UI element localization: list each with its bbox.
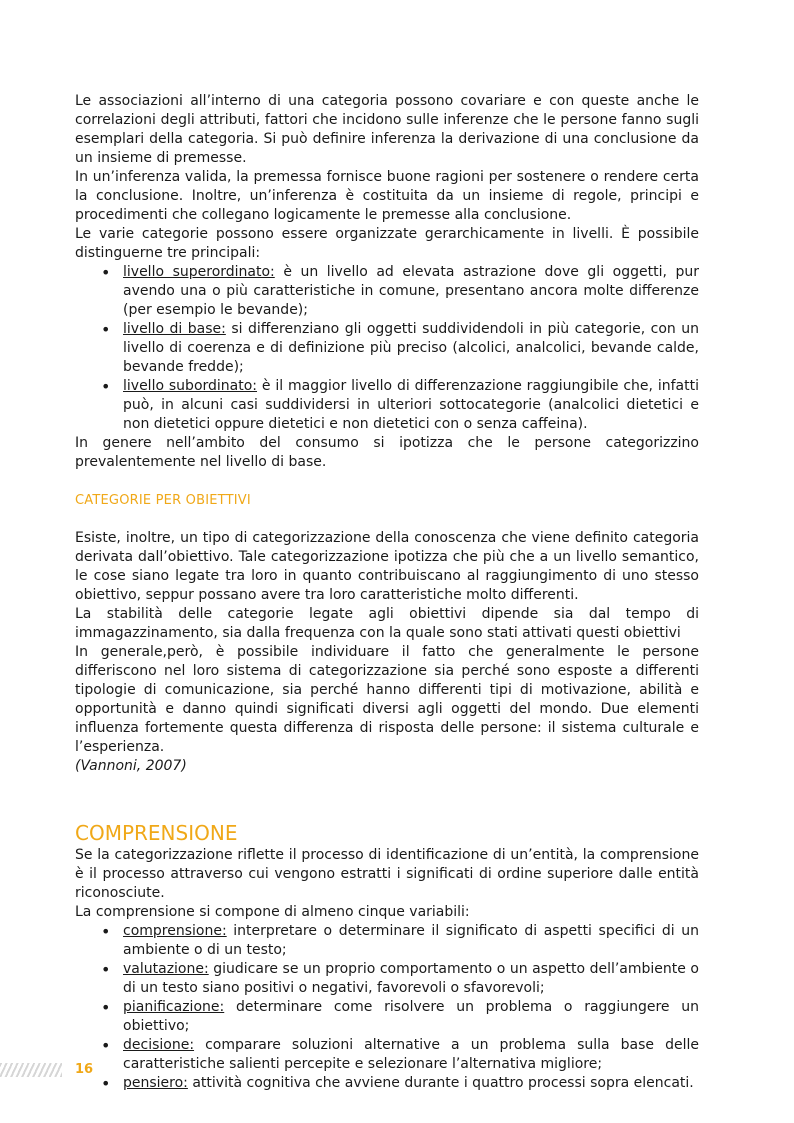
objectives-paragraph-1: Esiste, inoltre, un tipo di categorizzazione della conoscenza che viene definito categoria derivata dall’obiettivo. Tale categorizzazione ipotizza che più che a un livello semantico, le cose siano legate tra loro in quanto contribuiscano al raggiungimento di uno stesso obiettivo, seppur possano avere tra loro caratteristiche molto differenti. xyxy=(75,530,699,603)
levels-list xyxy=(75,263,699,434)
citation: (Vannoni, 2007) xyxy=(75,758,187,774)
variable-text: attività cognitiva che avviene durante i quattro processi sopra elencati. xyxy=(187,1075,694,1091)
level-text: si differenziano gli oggetti suddividendoli in più categorie, con un livello di coerenza e di definizione più preciso (alcolici, analcolici, bevande calde, bevande fredde); xyxy=(123,321,699,375)
variable-term: valutazione: xyxy=(123,961,209,977)
variable-term: pensiero: xyxy=(123,1075,188,1091)
variable-text: giudicare se un proprio comportamento o un aspetto dell’ambiente o di un testo siano positivi o negativi, favorevoli o sfavorevoli; xyxy=(123,961,699,996)
comprehension-paragraph-2: La comprensione si compone di almeno cinque variabili: xyxy=(75,904,470,920)
variable-term: pianificazione: xyxy=(123,999,225,1015)
list-item xyxy=(123,377,699,434)
list-item xyxy=(123,320,699,377)
level-term: livello subordinato: xyxy=(123,378,258,394)
objectives-paragraph-2: La stabilità delle categorie legate agli obiettivi dipende sia dal tempo di immagazzinamento, sia dalla frequenza con la quale sono stati attivati questi obiettivi xyxy=(75,606,699,641)
intro-paragraph-1: Le associazioni all’interno di una categoria possono covariare e con queste anche le correlazioni degli attributi, fattori che incidono sulle inferenze che le persone fanno sugli esemplari della categoria. Si può definire inferenza la derivazione di una conclusione da un insieme di premesse. xyxy=(75,93,699,166)
list-item xyxy=(123,263,699,320)
variables-list xyxy=(75,922,699,1093)
section-heading: COMPRENSIONE xyxy=(75,821,238,845)
variable-text: determinare come risolvere un problema o raggiungere un obiettivo; xyxy=(123,999,699,1034)
intro-paragraph-3: Le varie categorie possono essere organizzate gerarchicamente in livelli. È possibile distinguerne tre principali: xyxy=(75,226,699,261)
page-body xyxy=(75,92,699,1093)
objectives-paragraph-3: In generale,però, è possibile individuare il fatto che generalmente le persone differiscono nel loro sistema di categorizzazione sia perché sono esposte a differenti tipologie di comunicazione, sia perché hanno differenti tipi di motivazione, abilità e opportunità e danno quindi significati diversi agli oggetti del mondo. Due elementi influenza fortemente questa differenza di risposta delle persone: il sistema culturale e l’esperienza. xyxy=(75,644,699,755)
variable-term: comprensione: xyxy=(123,923,227,939)
page-number: 16 xyxy=(75,1062,94,1077)
list-item xyxy=(123,1074,699,1093)
comprehension-paragraph-1: Se la categorizzazione riflette il processo di identificazione di un’entità, la comprensione è il processo attraverso cui vengono estratti i significati di ordine superiore dalle entità riconosciute. xyxy=(75,847,699,901)
level-term: livello superordinato: xyxy=(123,264,275,280)
level-term: livello di base: xyxy=(123,321,226,337)
list-item xyxy=(123,998,699,1036)
footer-stripes-decoration xyxy=(0,1063,62,1077)
variable-term: decisione: xyxy=(123,1037,195,1053)
intro-paragraph-4: In genere nell’ambito del consumo si ipotizza che le persone categorizzino prevalentemente nel livello di base. xyxy=(75,435,699,470)
list-item xyxy=(123,922,699,960)
list-item xyxy=(123,960,699,998)
intro-paragraph-2: In un’inferenza valida, la premessa fornisce buone ragioni per sostenere o rendere certa la conclusione. Inoltre, un’inferenza è costituita da un insieme di regole, principi e procedimenti che collegano logicamente le premesse alla conclusione. xyxy=(75,169,699,223)
variable-text: interpretare o determinare il significato di aspetti specifici di un ambiente o di un testo; xyxy=(123,923,699,958)
level-text: è un livello ad elevata astrazione dove gli oggetti, pur avendo una o più caratteristiche in comune, presentano ancora molte differenze (per esempio le bevande); xyxy=(123,264,699,318)
level-text: è il maggior livello di differenzazione raggiungibile che, infatti può, in alcuni casi suddividersi in ulteriori sottocategorie (analcolici dietetici e non dietetici oppure dietetici e non dietetici con o senza caffeina). xyxy=(123,378,699,432)
list-item xyxy=(123,1036,699,1074)
section-subheading: CATEGORIE PER OBIETTIVI xyxy=(75,493,251,508)
variable-text: comparare soluzioni alternative a un problema sulla base delle caratteristiche salienti percepite e selezionare l’alternativa migliore; xyxy=(123,1037,699,1072)
